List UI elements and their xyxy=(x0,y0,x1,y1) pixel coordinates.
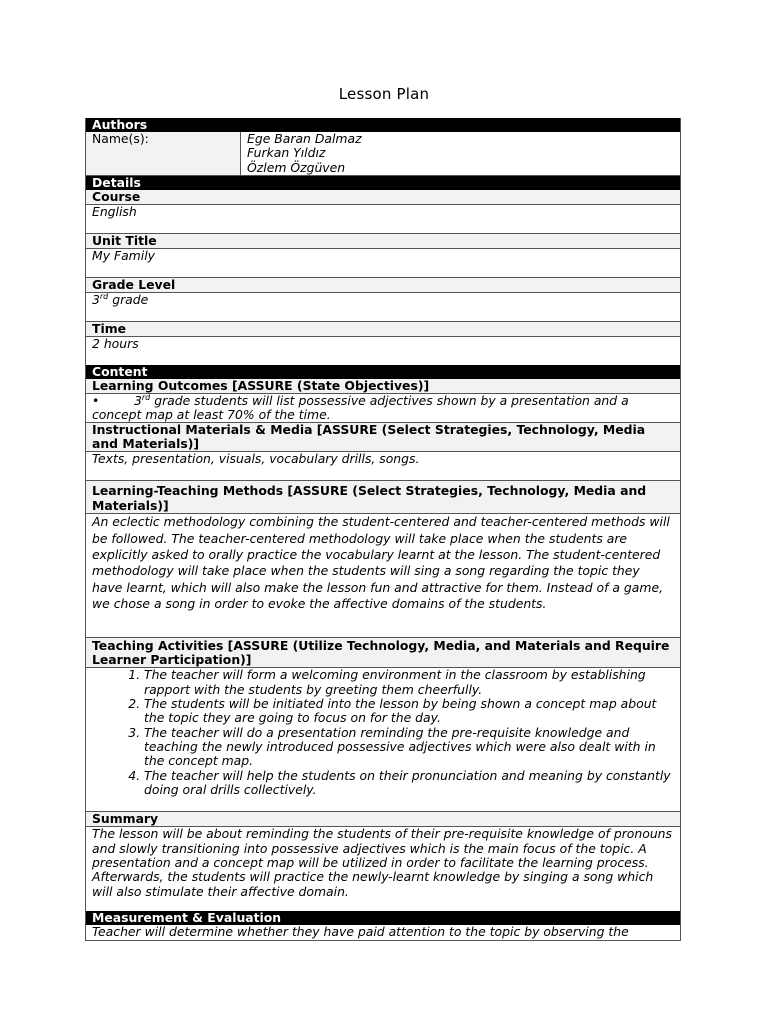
grade-level-label: Grade Level xyxy=(86,278,680,293)
author-names xyxy=(241,132,368,175)
summary-label: Summary xyxy=(86,812,680,827)
time-value: 2 hours xyxy=(92,335,139,351)
summary-value: The lesson will be about reminding the students of their pre-requisite knowledge of pronouns and slowly transitioning into possessive adjectives which is the main focus of the topic. A presentation and a concept map will be utilized in order to facilitate the learning process. Afterwards, the students will practice the newly-learnt knowledge by singing a song which will also stimulate their affective domain. xyxy=(92,826,672,899)
activities-value xyxy=(86,668,680,812)
bullet-icon: • xyxy=(92,392,100,408)
methods-label: Learning-Teaching Methods [ASSURE (Select Strategies, Technology, Media and Materials)] xyxy=(86,481,680,514)
list-item: 3. The teacher will do a presentation reminding the pre-requisite knowledge and teaching the newly introduced possessive adjectives which were also dealt with in the concept map. xyxy=(144,726,674,769)
author-name: Furkan Yıldız xyxy=(247,145,326,161)
evaluation-value: Teacher will determine whether they have paid attention to the topic by observing the xyxy=(86,925,680,940)
methods-value: An eclectic methodology combining the student-centered and teacher-centered methods will be followed. The teacher-centered methodology will take place when the students are explicitly asked to orally practice the vocabulary learnt at the lesson. The student-centered methodology will take place when the students will sing a song regarding the topic they have learnt, which will also make the lesson fun and attractive for them. Instead of a game, we chose a song in order to evoke the affective domains of the students. xyxy=(86,514,680,638)
evaluation-header: Measurement & Evaluation xyxy=(86,911,680,925)
author-name: Ege Baran Dalmaz xyxy=(247,131,362,146)
activities-label: Teaching Activities [ASSURE (Utilize Technology, Media, and Materials and Require Learner Participation)] xyxy=(86,638,680,668)
unit-title-label: Unit Title xyxy=(86,234,680,249)
list-item: 2. The students will be initiated into the lesson by being shown a concept map about the topic they are going to focus on for the day. xyxy=(144,697,674,726)
list-item: 4. The teacher will help the students on their pronunciation and meaning by constantly doing oral drills collectively. xyxy=(144,769,674,798)
authors-header: Authors xyxy=(86,118,680,132)
course-label: Course xyxy=(86,190,680,205)
time-label: Time xyxy=(86,322,680,337)
materials-value: Texts, presentation, visuals, vocabulary drills, songs. xyxy=(86,452,680,481)
course-value: English xyxy=(86,205,680,234)
learning-outcomes-value: • 3rd grade students will list possessive adjectives shown by a presentation and a concept map at least 70% of the time. xyxy=(92,392,629,423)
list-item: 1. The teacher will form a welcoming environment in the classroom by establishing rapport with the students by greeting them cheerfully. xyxy=(144,668,674,697)
materials-label: Instructional Materials & Media [ASSURE (Select Strategies, Technology, Media and Materials)] xyxy=(86,422,680,452)
lesson-plan-table xyxy=(85,118,681,941)
details-header: Details xyxy=(86,176,680,190)
authors-row xyxy=(86,132,680,176)
learning-outcomes-label: Learning Outcomes [ASSURE (State Objectives)] xyxy=(86,379,680,394)
unit-title-value: My Family xyxy=(86,249,680,278)
content-header: Content xyxy=(86,365,680,379)
author-name: Özlem Özgüven xyxy=(247,159,346,175)
page-title: Lesson Plan xyxy=(338,85,430,103)
grade-level-value: 3rd grade xyxy=(86,293,680,322)
names-label: Name(s): xyxy=(86,132,241,175)
